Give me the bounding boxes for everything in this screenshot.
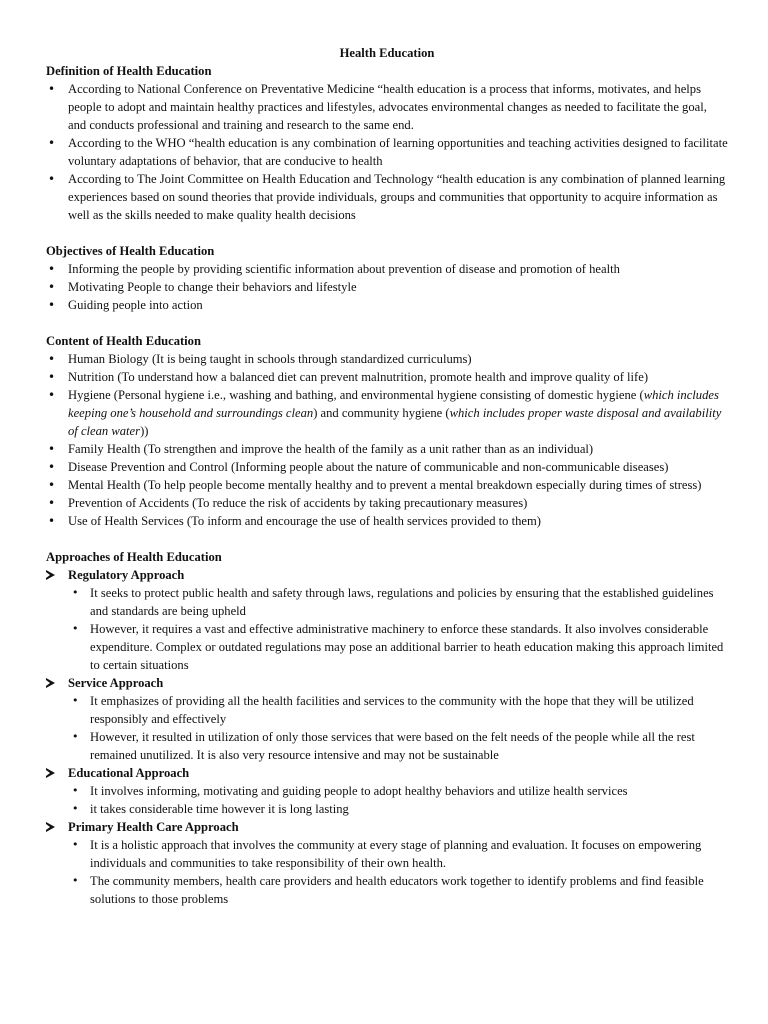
approaches-heading: Approaches of Health Education <box>46 550 222 564</box>
hygiene-italic-2: which includes proper waste disposal and availability of clean water <box>68 406 722 438</box>
list-item: • According to The Joint Committee on Health Education and Technology “health education is any combination of planned learning experiences based on sound theories that provide individuals, groups and communities that opportunity to acquire information as well as the skills needed to make quality health decisions <box>46 170 728 224</box>
list-item: • According to National Conference on Preventative Medicine “health education is a process that informs, motivates, and helps people to adopt and maintain healthy practices and lifestyles, advocates environmental changes as needed to facilitate the goal, and conducts professional and training and research to the same end. <box>46 80 728 134</box>
hygiene-text-3: )) <box>140 424 149 438</box>
educational-points <box>68 782 728 818</box>
hygiene-text-2: ) and community hygiene ( <box>313 406 450 420</box>
approach-label: Primary Health Care Approach <box>68 820 239 834</box>
list-item: • Informing the people by providing scientific information about prevention of disease and promotion of health <box>46 260 728 278</box>
arrow-bullet-icon <box>46 768 55 778</box>
list-item: • Motivating People to change their behaviors and lifestyle <box>46 278 728 296</box>
approach-label: Educational Approach <box>68 766 190 780</box>
definition-list <box>46 80 728 224</box>
approach-regulatory <box>46 566 728 584</box>
list-item: • Family Health (To strengthen and improve the health of the family as a unit rather than as an individual) <box>46 440 728 458</box>
arrow-bullet-icon <box>46 822 55 832</box>
list-item: • Use of Health Services (To inform and encourage the use of health services provided to them) <box>46 512 728 530</box>
document-title: Health Education <box>339 46 435 60</box>
list-item: • Mental Health (To help people become mentally healthy and to prevent a mental breakdown especially during times of stress) <box>46 476 728 494</box>
approach-educational <box>46 764 728 782</box>
list-item: • However, it resulted in utilization of only those services that were based on the felt needs of the people while all the rest remained unutilized. It is also very resource intensive and may not be sustainable <box>68 728 728 764</box>
list-item: • The community members, health care providers and health educators work together to identify problems and find feasible solutions to those problems <box>68 872 728 908</box>
hygiene-italic-1: which includes keeping one’s household and surroundings clean <box>68 388 719 420</box>
list-item: • It seeks to protect public health and safety through laws, regulations and policies by ensuring that the established guidelines and standards are being upheld <box>68 584 728 620</box>
list-item: • Nutrition (To understand how a balanced diet can prevent malnutrition, promote health and improve quality of life) <box>46 368 728 386</box>
approach-service <box>46 674 728 692</box>
list-item: • According to the WHO “health education is any combination of learning opportunities and teaching activities designed to facilitate voluntary adaptations of behavior, that are conducive to health <box>46 134 728 170</box>
objectives-list <box>46 260 728 314</box>
service-points <box>68 692 728 764</box>
arrow-bullet-icon <box>46 678 55 688</box>
list-item: • Prevention of Accidents (To reduce the risk of accidents by taking precautionary measures) <box>46 494 728 512</box>
list-item: • Human Biology (It is being taught in schools through standardized curriculums) <box>46 350 728 368</box>
list-item: • it takes considerable time however it is long lasting <box>68 800 728 818</box>
list-item: • Disease Prevention and Control (Informing people about the nature of communicable and non-communicable diseases) <box>46 458 728 476</box>
list-item: • It is a holistic approach that involves the community at every stage of planning and evaluation. It focuses on empowering individuals and communities to take responsibility of their own health. <box>68 836 728 872</box>
primary-points <box>68 836 728 908</box>
content-heading: Content of Health Education <box>46 334 201 348</box>
list-item-hygiene <box>46 386 728 440</box>
list-item: • It involves informing, motivating and guiding people to adopt healthy behaviors and utilize health services <box>68 782 728 800</box>
hygiene-text-1: Hygiene (Personal hygiene i.e., washing and bathing, and environmental hygiene consisting of domestic hygiene ( <box>68 388 644 402</box>
list-item: • However, it requires a vast and effective administrative machinery to enforce these standards. It also involves considerable expenditure. Complex or outdated regulations may pose an additional barrier to heath education making this approach limited to certain situations <box>68 620 728 674</box>
approach-label: Regulatory Approach <box>68 568 185 582</box>
regulatory-points <box>68 584 728 674</box>
definition-heading: Definition of Health Education <box>46 64 212 78</box>
list-item: • Guiding people into action <box>46 296 728 314</box>
approach-label: Service Approach <box>68 676 164 690</box>
objectives-heading: Objectives of Health Education <box>46 244 215 258</box>
arrow-bullet-icon <box>46 570 55 580</box>
content-list <box>46 350 728 530</box>
list-item: • It emphasizes of providing all the health facilities and services to the community with the hope that they will be utilized responsibly and effectively <box>68 692 728 728</box>
approach-primary-health-care <box>46 818 728 836</box>
